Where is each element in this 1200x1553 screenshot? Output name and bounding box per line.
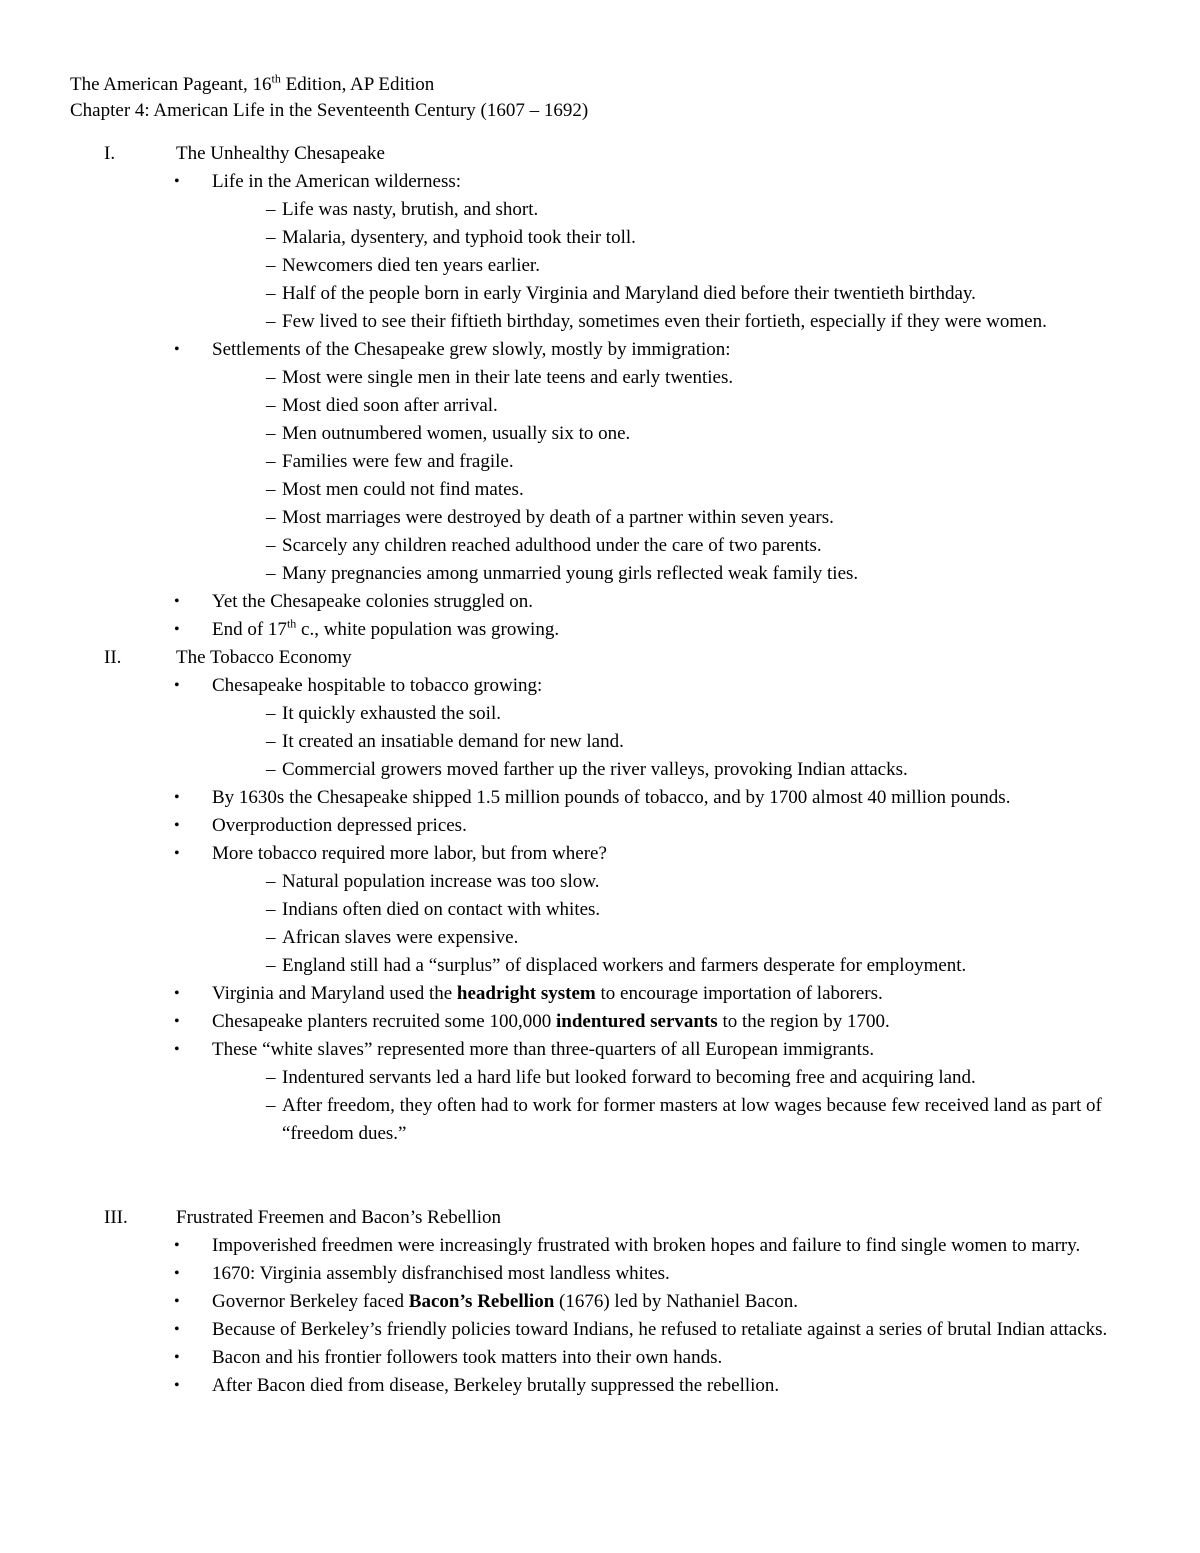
sub-item: – Natural population increase was too slow. <box>70 868 1150 896</box>
bullet-icon: • <box>174 341 180 358</box>
dash-icon: – <box>266 535 276 556</box>
sub-item: – Newcomers died ten years earlier. <box>70 252 1150 280</box>
section-title: Frustrated Freemen and Bacon’s Rebellion <box>176 1207 502 1228</box>
dash-icon: – <box>266 703 276 724</box>
bullet-item: • More tobacco required more labor, but from where? <box>70 840 1150 868</box>
dash-icon: – <box>266 367 276 388</box>
section-heading <box>70 1204 1150 1232</box>
sub-item: – Most died soon after arrival. <box>70 392 1150 420</box>
bullet-icon: • <box>174 1237 180 1254</box>
bullet-icon: • <box>174 621 180 638</box>
dash-icon: – <box>266 199 276 220</box>
bullet-item: • These “white slaves” represented more than three-quarters of all European immigrants. <box>70 1036 1150 1064</box>
bullet-icon: • <box>174 1265 180 1282</box>
sub-item: – After freedom, they often had to work for former masters at low wages because few received land as part of “freedom dues.” <box>70 1092 1150 1148</box>
bullet-icon: • <box>174 985 180 1002</box>
bullet-icon: • <box>174 593 180 610</box>
bullet-item: • Chesapeake hospitable to tobacco growing: <box>70 672 1150 700</box>
section-heading <box>70 140 1150 168</box>
bullet-item: • Bacon and his frontier followers took matters into their own hands. <box>70 1344 1150 1372</box>
dash-icon: – <box>266 1067 276 1088</box>
bullet-icon: • <box>174 173 180 190</box>
dash-icon: – <box>266 955 276 976</box>
sub-item: – It quickly exhausted the soil. <box>70 700 1150 728</box>
bullet-item: • Chesapeake planters recruited some 100,000 indentured servants to the region by 1700. <box>70 1008 1150 1036</box>
dash-icon: – <box>266 395 276 416</box>
dash-icon: – <box>266 283 276 304</box>
bullet-icon: • <box>174 789 180 806</box>
dash-icon: – <box>266 255 276 276</box>
bullet-item: • Yet the Chesapeake colonies struggled on. <box>70 588 1150 616</box>
key-term: indentured servants <box>556 1011 718 1032</box>
bullet-item: • After Bacon died from disease, Berkeley brutally suppressed the rebellion. <box>70 1372 1150 1400</box>
book-title-edition: Edition, AP Edition <box>280 74 435 95</box>
dash-icon: – <box>266 227 276 248</box>
dash-icon: – <box>266 563 276 584</box>
spacer <box>70 1148 1150 1204</box>
section-heading <box>70 644 1150 672</box>
dash-icon: – <box>266 423 276 444</box>
bullet-item: • End of 17th c., white population was growing. <box>70 616 1150 644</box>
dash-icon: – <box>266 507 276 528</box>
key-term: Bacon’s Rebellion <box>408 1291 555 1312</box>
sub-item: – Few lived to see their fiftieth birthday, sometimes even their fortieth, especially if they were women. <box>70 308 1157 336</box>
dash-icon: – <box>266 927 276 948</box>
sub-item: – Malaria, dysentery, and typhoid took their toll. <box>70 224 1150 252</box>
sub-item: – Most were single men in their late teens and early twenties. <box>70 364 1150 392</box>
dash-icon: – <box>266 899 276 920</box>
sub-item: – Indians often died on contact with whites. <box>70 896 1150 924</box>
sub-item: – Men outnumbered women, usually six to one. <box>70 420 1150 448</box>
section-title: The Tobacco Economy <box>176 647 352 668</box>
section-number: II. <box>104 647 122 668</box>
bullet-icon: • <box>174 817 180 834</box>
section-title: The Unhealthy Chesapeake <box>176 143 385 164</box>
sub-item: – African slaves were expensive. <box>70 924 1150 952</box>
dash-icon: – <box>266 759 276 780</box>
bullet-icon: • <box>174 845 180 862</box>
sub-item: – Scarcely any children reached adulthood under the care of two parents. <box>70 532 1150 560</box>
bullet-icon: • <box>174 1293 180 1310</box>
book-title-superscript: th <box>271 71 281 86</box>
section-2 <box>70 644 1150 1148</box>
section-number: III. <box>104 1207 128 1228</box>
sub-item: – Families were few and fragile. <box>70 448 1150 476</box>
bullet-item: • Because of Berkeley’s friendly policies toward Indians, he refused to retaliate against a series of brutal Indian attacks. <box>70 1316 1112 1344</box>
section-number: I. <box>104 143 116 164</box>
bullet-icon: • <box>174 677 180 694</box>
bullet-item: • Impoverished freedmen were increasingly frustrated with broken hopes and failure to find single women to marry. <box>70 1232 1152 1260</box>
dash-icon: – <box>266 311 276 332</box>
chapter-title: Chapter 4: American Life in the Seventeenth Century (1607 – 1692) <box>70 100 589 121</box>
dash-icon: – <box>266 479 276 500</box>
sub-item: – Indentured servants led a hard life but looked forward to becoming free and acquiring land. <box>70 1064 1150 1092</box>
bullet-icon: • <box>174 1041 180 1058</box>
dash-icon: – <box>266 871 276 892</box>
section-3 <box>70 1204 1150 1400</box>
bullet-icon: • <box>174 1321 180 1338</box>
dash-icon: – <box>266 731 276 752</box>
bullet-item: • 1670: Virginia assembly disfranchised most landless whites. <box>70 1260 1150 1288</box>
sub-item: – Most men could not find mates. <box>70 476 1150 504</box>
bullet-item: • By 1630s the Chesapeake shipped 1.5 million pounds of tobacco, and by 1700 almost 40 million pounds. <box>70 784 1150 812</box>
bullet-icon: • <box>174 1013 180 1030</box>
dash-icon: – <box>266 1095 276 1116</box>
bullet-item: • Governor Berkeley faced Bacon’s Rebellion (1676) led by Nathaniel Bacon. <box>70 1288 1150 1316</box>
dash-icon: – <box>266 451 276 472</box>
bullet-icon: • <box>174 1349 180 1366</box>
bullet-icon: • <box>174 1377 180 1394</box>
sub-item: – Commercial growers moved farther up the river valleys, provoking Indian attacks. <box>70 756 1150 784</box>
key-term: headright system <box>456 983 596 1004</box>
book-title-text: The American Pageant, 16 <box>70 74 272 95</box>
sub-item: – Most marriages were destroyed by death of a partner within seven years. <box>70 504 1150 532</box>
bullet-item: • Settlements of the Chesapeake grew slowly, mostly by immigration: <box>70 336 1150 364</box>
sub-item: – Half of the people born in early Virginia and Maryland died before their twentieth birthday. <box>70 280 1150 308</box>
bullet-item: • Virginia and Maryland used the headright system to encourage importation of laborers. <box>70 980 1150 1008</box>
bullet-item: • Overproduction depressed prices. <box>70 812 1150 840</box>
section-1 <box>70 140 1150 644</box>
sub-item: – England still had a “surplus” of displaced workers and farmers desperate for employment. <box>70 952 1150 980</box>
bullet-item: • Life in the American wilderness: <box>70 168 1150 196</box>
sub-item: – Life was nasty, brutish, and short. <box>70 196 1150 224</box>
book-title <box>70 72 1150 98</box>
document-page <box>70 72 1150 1400</box>
sub-item: – It created an insatiable demand for new land. <box>70 728 1150 756</box>
sub-item: – Many pregnancies among unmarried young girls reflected weak family ties. <box>70 560 1150 588</box>
